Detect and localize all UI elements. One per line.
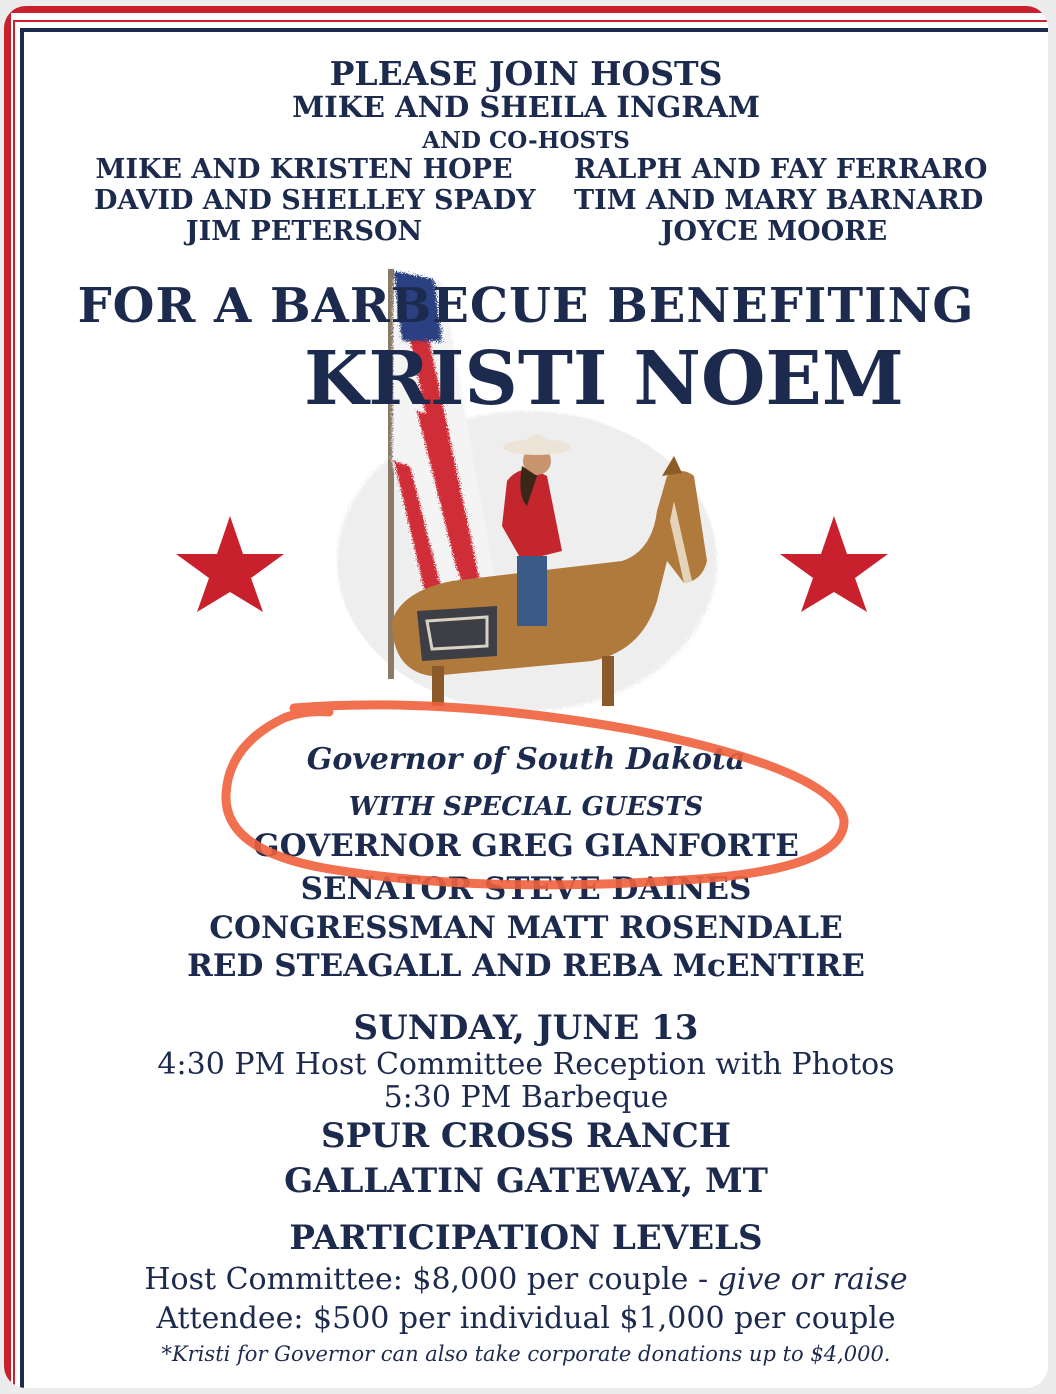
cohosts-right-column: [574, 154, 988, 247]
venue-name: SPUR CROSS RANCH: [321, 1116, 731, 1156]
special-guest: RED STEAGALL AND REBA McENTIRE: [187, 948, 865, 984]
level-host-committee-text: Host Committee: $8,000 per couple -: [144, 1262, 709, 1297]
cohost-name: JOYCE MOORE: [660, 216, 888, 247]
benefit-heading: FOR A BARBECUE BENEFITING: [77, 278, 975, 334]
cohost-name: MIKE AND KRISTEN HOPE: [95, 154, 513, 185]
star-icon: [776, 514, 892, 614]
cohost-name: TIM AND MARY BARNARD: [574, 185, 984, 216]
candidate-name: KRISTI NOEM: [304, 336, 904, 422]
special-guest: GOVERNOR GREG GIANFORTE: [253, 828, 799, 864]
candidate-title: Governor of South Dakota: [306, 742, 746, 777]
footnote: *Kristi for Governor can also take corporate donations up to $4,000.: [161, 1342, 891, 1366]
hosts-names: MIKE AND SHEILA INGRAM: [292, 90, 760, 124]
venue-location: GALLATIN GATEWAY, MT: [284, 1161, 768, 1201]
level-attendee: Attendee: $500 per individual $1,000 per couple: [156, 1301, 896, 1336]
flyer: [4, 6, 1048, 1388]
event-date: SUNDAY, JUNE 13: [353, 1008, 699, 1048]
special-guests-label: WITH SPECIAL GUESTS: [348, 792, 704, 822]
level-host-committee: [4, 1262, 1048, 1297]
schedule-item: 4:30 PM Host Committee Reception with Photos: [157, 1047, 895, 1082]
hosts-title: PLEASE JOIN HOSTS: [329, 54, 723, 93]
cohost-name: JIM PETERSON: [185, 216, 423, 247]
special-guest: SENATOR STEVE DAINES: [300, 871, 752, 907]
cohosts-label: AND CO-HOSTS: [422, 127, 630, 154]
schedule-item: 5:30 PM Barbeque: [383, 1080, 669, 1115]
level-host-committee-note: give or raise: [717, 1262, 908, 1297]
cohost-name: DAVID AND SHELLEY SPADY: [94, 185, 536, 216]
star-icon: [172, 514, 288, 614]
cohosts-left-column: [94, 154, 536, 247]
participation-title: PARTICIPATION LEVELS: [289, 1218, 763, 1258]
annotation-circle: [214, 700, 864, 900]
cohost-name: RALPH AND FAY FERRARO: [574, 154, 988, 185]
special-guest: CONGRESSMAN MATT ROSENDALE: [209, 910, 843, 946]
